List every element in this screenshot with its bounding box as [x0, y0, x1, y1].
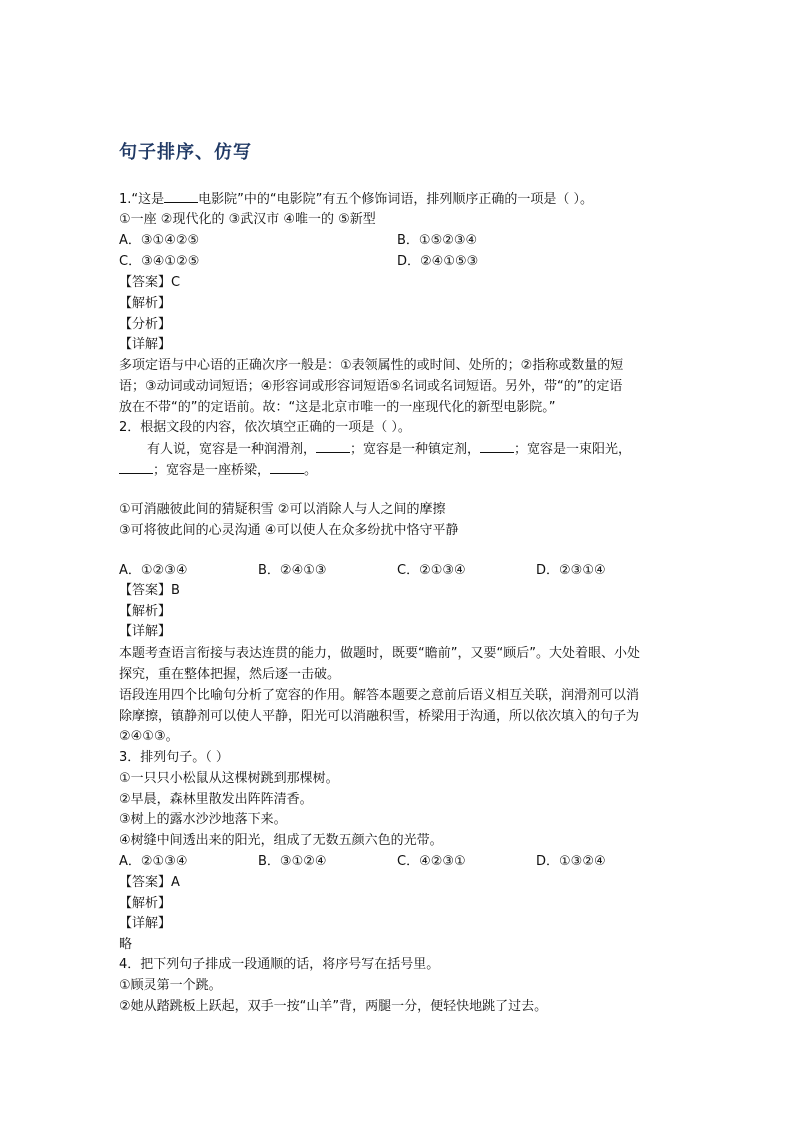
q3-answer: 【答案】A	[119, 875, 180, 890]
q2-xiangjie-label: 【详解】	[119, 624, 172, 639]
q2-passage-text-3: ；宽容是一束阳光，	[514, 442, 632, 457]
q2-passage-text-5: 。	[304, 463, 318, 478]
q2-passage-line-1	[147, 439, 631, 460]
q1-answer: 【答案】C	[119, 275, 181, 290]
q4-sentence-1: ①顾灵第一个跳。	[119, 978, 222, 993]
q2-option-d: D．②③①④	[536, 563, 606, 578]
q1-option-a: A．③①④②⑤	[119, 233, 200, 248]
q2-passage-line-2	[119, 460, 317, 481]
q3-sentence-4: ④树缝中间透出来的阳光，组成了无数五颜六色的光带。	[119, 833, 443, 848]
q1-explanation-line-2: 语；③动词或动词短语；④形容词或形容词短语⑤名词或名词短语。另外，带“的”的定语	[119, 379, 623, 394]
q2-explanation-line-1: 本题考查语言衔接与表达连贯的能力，做题时，既要“瞻前”，又要“顾后”。大处着眼、小处	[119, 646, 640, 661]
q1-items: ①一座 ②现代化的 ③武汉市 ④唯一的 ⑤新型	[119, 212, 376, 227]
q2-option-c: C．②①③④	[397, 563, 466, 578]
q2-passage-text-1: 有人说，宽容是一种润滑剂，	[147, 442, 317, 457]
q3-option-d: D．①③②④	[536, 854, 606, 869]
q1-option-c: C．③④①②⑤	[119, 254, 200, 269]
q1-stem	[119, 189, 593, 210]
q2-explanation-line-3: 语段连用四个比喻句分析了宽容的作用。解答本题要之意前后语义相互关联，润滑剂可以消	[119, 688, 640, 703]
q3-option-a: A．②①③④	[119, 854, 188, 869]
q1-option-b: B．①⑤②③④	[397, 233, 478, 248]
q2-jiexi-label: 【解析】	[119, 604, 172, 619]
q3-sentence-1: ①一只只小松鼠从这棵树跳到那棵树。	[119, 771, 339, 786]
q2-option-a: A．①②③④	[119, 563, 188, 578]
q2-items-line-1: ①可消融彼此间的猜疑积雪 ②可以消除人与人之间的摩擦	[119, 502, 446, 517]
q4-stem: 4．把下列句子排成一段通顺的话，将序号写在括号里。	[119, 957, 440, 972]
q1-stem-prefix: 1.“这是	[119, 192, 165, 207]
q2-stem: 2．根据文段的内容，依次填空正确的一项是（ ）。	[119, 420, 411, 435]
q2-blank-2	[480, 439, 514, 453]
q1-jiexi-label: 【解析】	[119, 296, 172, 311]
q3-explanation-line-1: 略	[119, 937, 133, 952]
q3-sentence-2: ②早晨，森林里散发出阵阵清香。	[119, 792, 313, 807]
q1-explanation-line-1: 多项定语与中心语的正确次序一般是：①表领属性的或时间、处所的；②指称或数量的短	[119, 358, 624, 373]
q2-explanation-line-5: ②④①③。	[119, 729, 179, 744]
q2-blank-1	[316, 439, 350, 453]
q1-stem-suffix: 电影院”中的“电影院”有五个修饰词语，排列顺序正确的一项是（ ）。	[198, 192, 593, 207]
q1-fenxi-label: 【分析】	[119, 317, 172, 332]
q3-option-c: C．④②③①	[397, 854, 466, 869]
q2-explanation-line-4: 除摩擦，镇静剂可以使人平静，阳光可以消融积雪，桥梁用于沟通，所以依次填入的句子为	[119, 709, 640, 724]
q1-blank	[164, 189, 198, 203]
q3-option-b: B．③①②④	[258, 854, 327, 869]
q2-items-line-2: ③可将彼此间的心灵沟通 ④可以使人在众多纷扰中恪守平静	[119, 523, 459, 538]
q2-option-b: B．②④①③	[258, 563, 327, 578]
q1-option-d: D．②④①⑤③	[397, 254, 479, 269]
page-title: 句子排序、仿写	[119, 142, 252, 163]
q3-jiexi-label: 【解析】	[119, 896, 172, 911]
q2-blank-4	[270, 460, 304, 474]
q2-answer: 【答案】B	[119, 583, 180, 598]
q2-blank-3	[119, 460, 153, 474]
q2-passage-text-4: ；宽容是一座桥梁，	[153, 463, 271, 478]
q3-xiangjie-label: 【详解】	[119, 916, 172, 931]
q2-passage-text-2: ；宽容是一种镇定剂，	[350, 442, 481, 457]
q2-explanation-line-2: 探究，重在整体把握，然后逐一击破。	[119, 667, 341, 682]
q1-explanation-line-3: 放在不带“的”的定语前。故：“这是北京市唯一的一座现代化的新型电影院。”	[119, 400, 556, 415]
q1-xiangjie-label: 【详解】	[119, 337, 172, 352]
q3-stem: 3．排列句子。（ ）	[119, 750, 229, 765]
q4-sentence-2: ②她从踏跳板上跃起，双手一按“山羊”背，两腿一分，便轻快地跳了过去。	[119, 999, 548, 1014]
q3-sentence-3: ③树上的露水沙沙地落下来。	[119, 812, 287, 827]
